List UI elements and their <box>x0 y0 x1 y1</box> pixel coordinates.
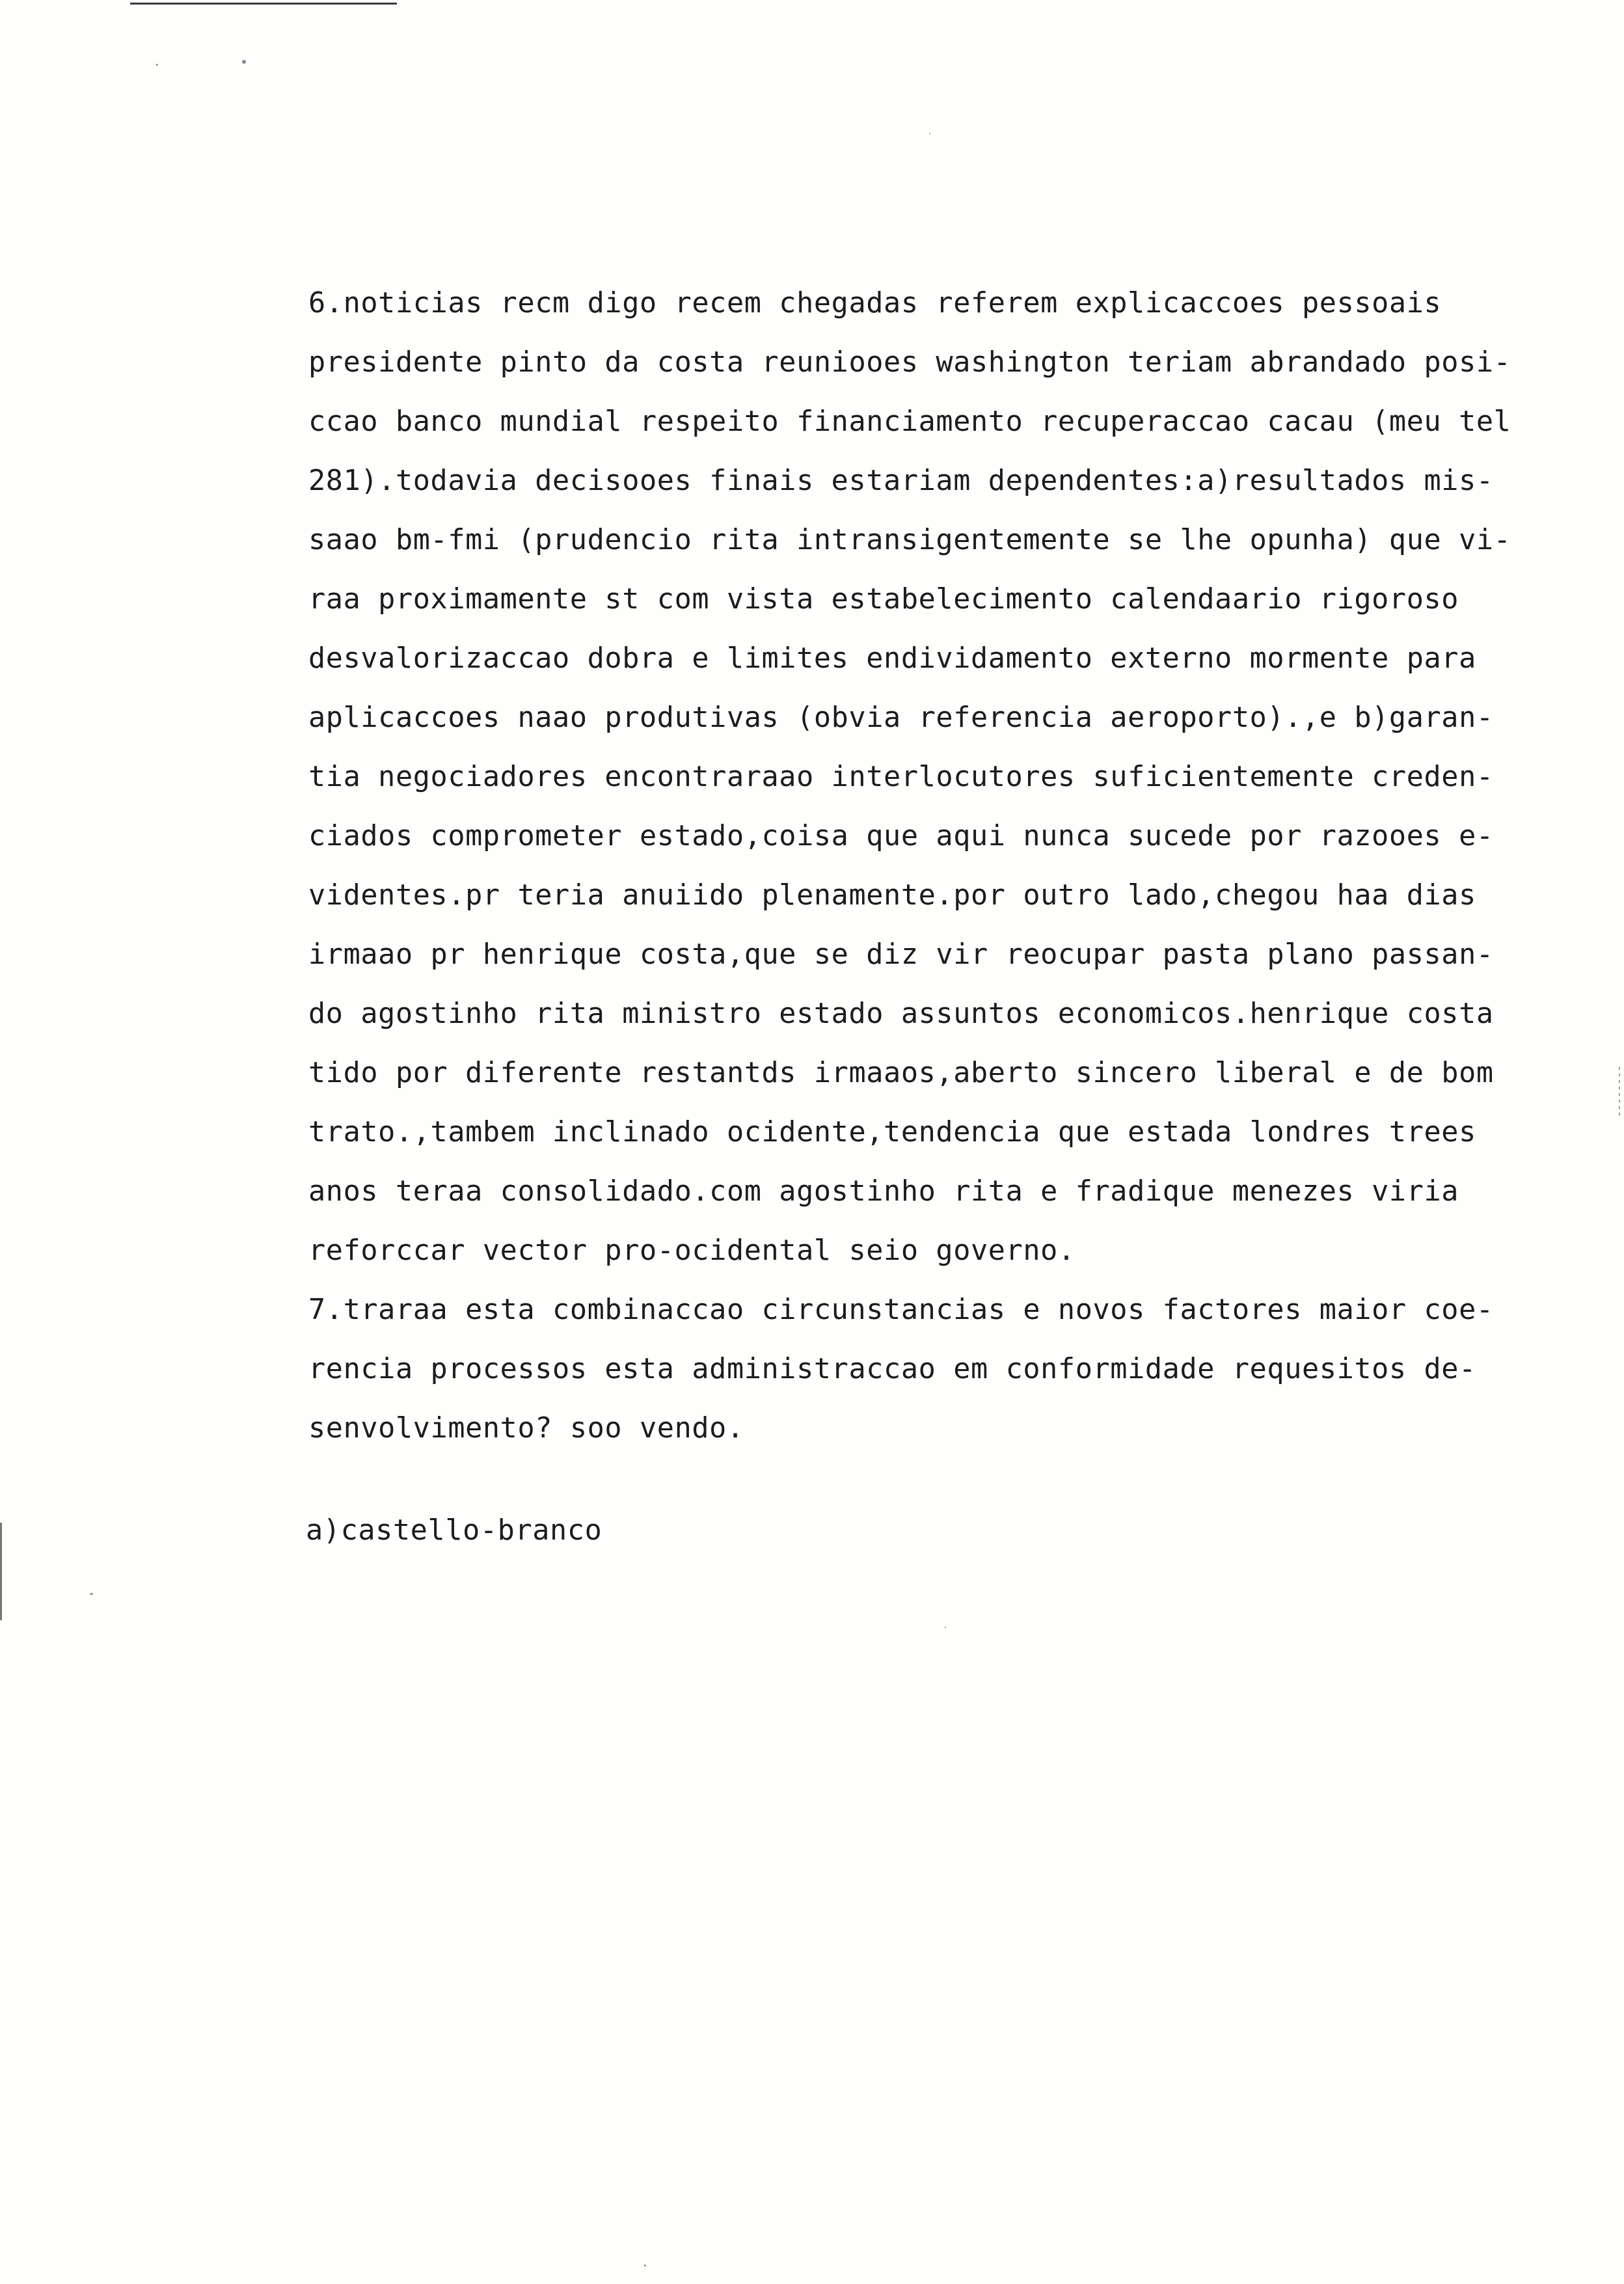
body-line: rencia processos esta administraccao em conformidade requesitos de- <box>308 1353 1476 1385</box>
body-line: 6.noticias recm digo recem chegadas referem explicaccoes pessoais <box>308 287 1442 319</box>
body-line: ccao banco mundial respeito financiamento recuperaccao cacau (meu tel <box>308 405 1511 438</box>
scan-speck <box>242 60 246 64</box>
body-line: ciados comprometer estado,coisa que aqui nunca sucede por razooes e- <box>308 820 1494 852</box>
body-line: reforccar vector pro-ocidental seio governo. <box>308 1234 1076 1267</box>
scan-speck <box>90 1593 93 1595</box>
body-line: videntes.pr teria anuiido plenamente.por outro lado,chegou haa dias <box>308 879 1476 912</box>
scan-left-edge <box>0 1523 2 1620</box>
body-line: tia negociadores encontraraao interlocutores suficientemente creden- <box>308 761 1494 793</box>
body-line: 281).todavia decisooes finais estariam dependentes:a)resultados mis- <box>308 465 1494 497</box>
body-line: irmaao pr henrique costa,que se diz vir reocupar pasta plano passan- <box>308 938 1494 971</box>
body-line: anos teraa consolidado.com agostinho rita e fradique menezes viria <box>308 1175 1459 1208</box>
scan-speck <box>945 1627 946 1628</box>
scan-top-rule <box>130 3 397 5</box>
body-line: do agostinho rita ministro estado assuntos economicos.henrique costa <box>308 998 1494 1030</box>
body-line: saao bm-fmi (prudencio rita intransigentemente se lhe opunha) que vi- <box>308 524 1511 556</box>
body-line: desvalorizaccao dobra e limites endividamento externo mormente para <box>308 642 1476 675</box>
body-line: presidente pinto da costa reuniooes washington teriam abrandado posi- <box>308 346 1511 379</box>
telegram-body <box>308 284 1597 1468</box>
body-line: senvolvimento? soo vendo. <box>308 1412 744 1445</box>
scan-speck <box>929 133 930 134</box>
body-line: raa proximamente st com vista estabelecimento calendaario rigoroso <box>308 583 1459 616</box>
body-line: tido por diferente restantds irmaaos,aberto sincero liberal e de bom <box>308 1057 1494 1089</box>
body-line: 7.traraa esta combinaccao circunstancias e novos factores maior coe- <box>308 1294 1494 1326</box>
scan-right-marks <box>1619 1067 1620 1119</box>
signature: a)castello-branco <box>306 1514 602 1547</box>
scan-speck <box>156 64 158 66</box>
body-line: trato.,tambem inclinado ocidente,tendencia que estada londres trees <box>308 1116 1476 1149</box>
scan-speck <box>644 2264 646 2266</box>
body-line: aplicaccoes naao produtivas (obvia referencia aeroporto).,e b)garan- <box>308 701 1494 734</box>
